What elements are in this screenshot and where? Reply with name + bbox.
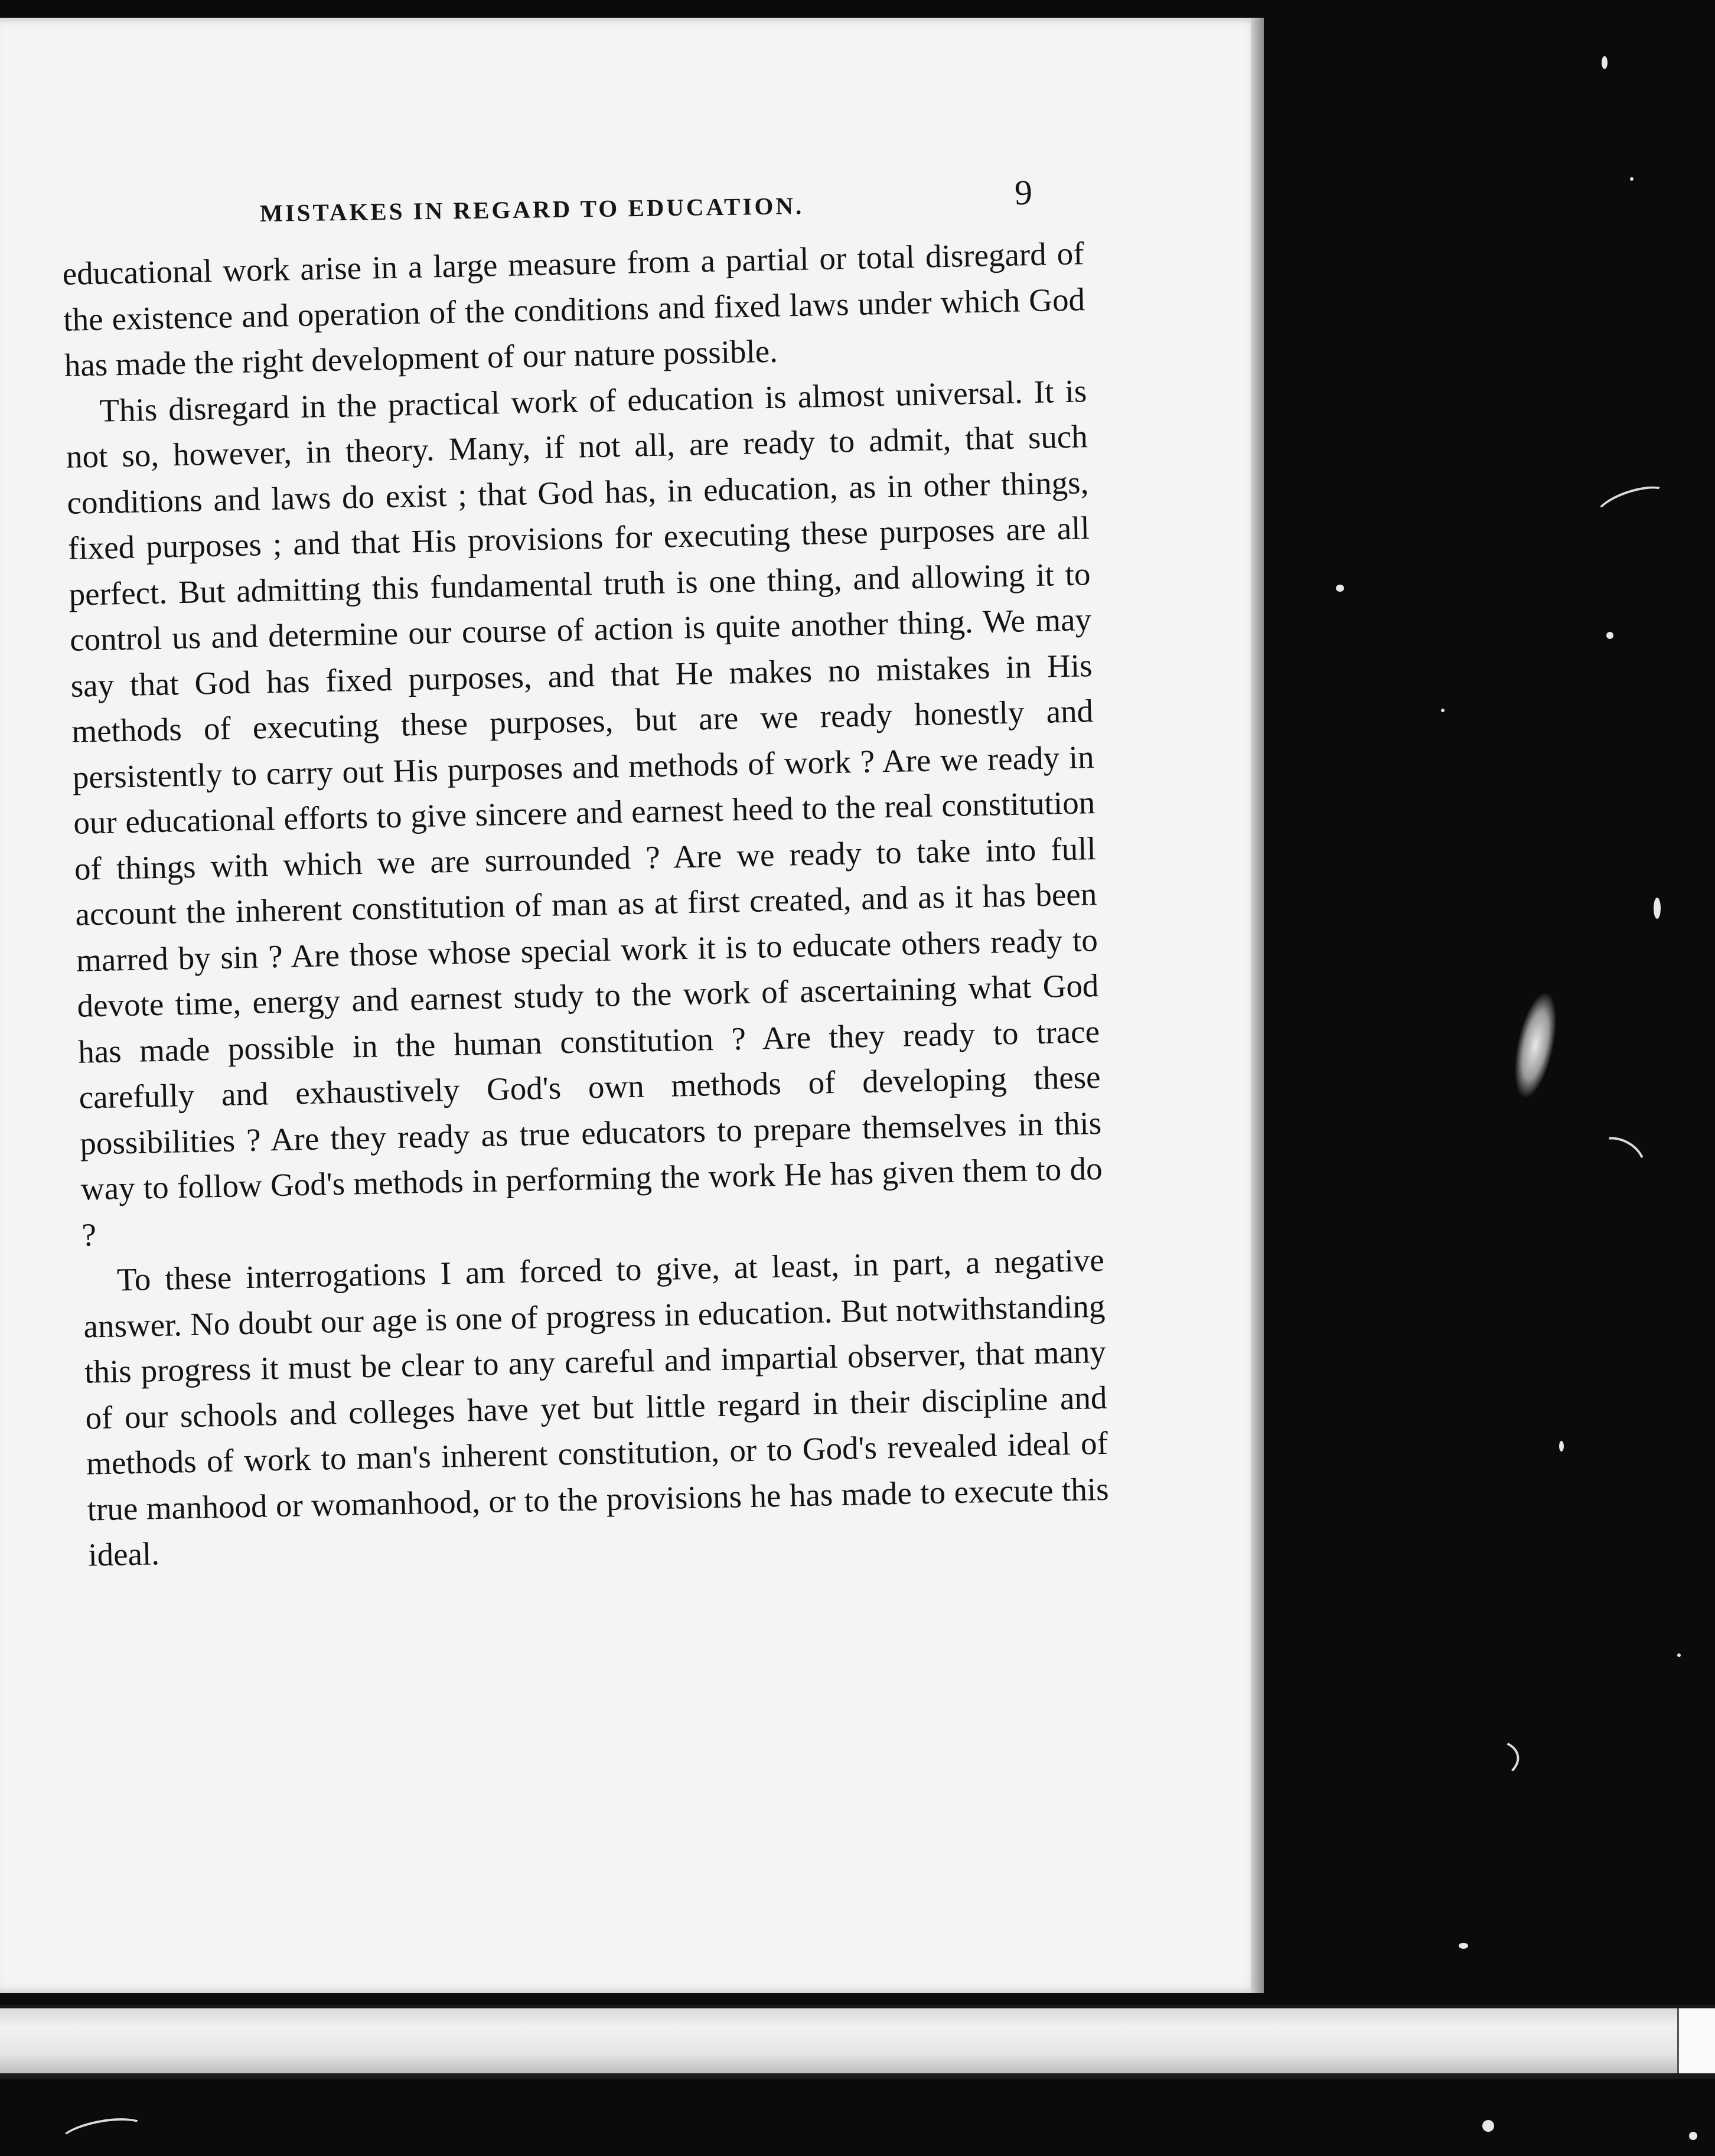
paragraph: educational work arise in a large measure from a partial or total disregard of the existence and operation of the conditions and fixed laws under which God has made the right development of our nature possible. bbox=[62, 235, 1085, 383]
paragraph: To these interrogations I am forced to give, at least, in part, a negative answer. No doubt our age is one of progress in education. But notwithstanding this progress it must be clear to any careful and impartial observer, that many of our schools and colleges have yet but little regard in their discipline and methods of work to man's inherent constitution, or to God's revealed ideal of true manhood or womanhood, or to the provisions he has made to execute this ideal. bbox=[83, 1241, 1110, 1573]
dust-speck bbox=[1606, 632, 1613, 639]
dust-speck bbox=[1654, 898, 1661, 919]
dust-speck bbox=[1602, 56, 1608, 69]
dust-speck bbox=[1441, 709, 1445, 712]
dust-speck bbox=[1336, 585, 1344, 592]
dust-speck bbox=[1677, 1653, 1681, 1657]
dust-speck bbox=[1482, 2120, 1494, 2132]
dust-speck bbox=[1630, 177, 1634, 181]
paragraph: This disregard in the practical work of education is almost universal. It is not so, however, in theory. Many, if not all, are ready to admit, that such conditions and laws do exist ; that God has, in education, as in other things, fixed purposes ; and that His provisions for executing these purposes are all perfect. But admitting this fundamental truth is one thing, and allowing it to control us and determine our course of action is quite another thing. We may say that God has fixed purposes, and that He makes no mistakes in His methods of executing these purposes, but are we ready honestly and persistently to carry out His purposes and methods of work ? Are we ready in our educational efforts to give sincere and earnest heed to the real constitution of things with which we are surrounded ? Are we ready to take into full account the inherent constitution of man as at first created, and as it has been marred by sin ? Are those whose special work it is to educate others ready to devote time, energy and earnest study to the work of ascertaining what God has made possible in the human constitution ? Are they ready to trace carefully and exhaustively God's own methods of developing these possibilities ? Are they ready as true educators to prepare themselves in this way to follow God's methods in performing the work He has given them to do ? bbox=[66, 372, 1103, 1253]
dust-speck bbox=[1459, 1943, 1468, 1949]
page-number: 9 bbox=[1014, 172, 1033, 213]
lower-page-edge bbox=[0, 2005, 1715, 2079]
dust-speck bbox=[1559, 1441, 1564, 1452]
book-page bbox=[0, 18, 1264, 1993]
body-text bbox=[62, 230, 1110, 1578]
running-head: MISTAKES IN REGARD TO EDUCATION. bbox=[259, 192, 804, 227]
dust-speck bbox=[1689, 2132, 1697, 2140]
